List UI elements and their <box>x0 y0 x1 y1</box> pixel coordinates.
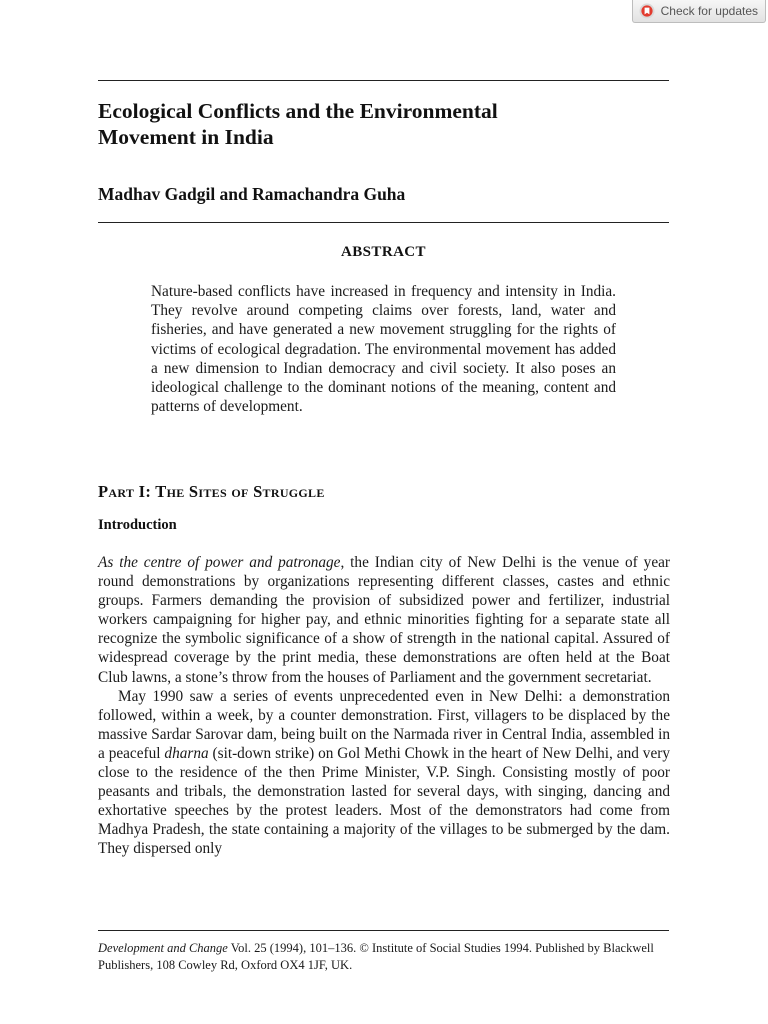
article-title <box>98 98 669 150</box>
footnote-citation <box>98 940 670 974</box>
footnote-rule <box>98 930 669 931</box>
part-heading: Part I: The Sites of Struggle <box>98 482 325 501</box>
footnote-citation-text: Vol. 25 (1994), 101–136. © Institute of Social Studies 1994. Published by Blackwell Publishers, 108 Cowley Rd, Oxford OX4 1JF, UK. <box>98 941 654 972</box>
body-text <box>98 553 670 859</box>
body-paragraph-1 <box>98 553 670 687</box>
article-title-line-2: Movement in India <box>98 125 274 149</box>
crossmark-icon <box>639 3 655 19</box>
header-rule <box>98 222 669 223</box>
body-paragraph-1-italic: As the centre of power and patronage <box>98 554 341 571</box>
check-for-updates-button[interactable] <box>632 0 766 23</box>
abstract-heading: ABSTRACT <box>341 244 426 260</box>
footnote-journal: Development and Change <box>98 941 228 955</box>
article-authors: Madhav Gadgil and Ramachandra Guha <box>98 184 406 204</box>
body-paragraph-2 <box>98 687 670 859</box>
section-heading: Introduction <box>98 517 177 533</box>
body-paragraph-2-italic: dharna <box>164 744 209 762</box>
check-for-updates-label: Check for updates <box>660 4 758 18</box>
body-paragraph-1-text: , the Indian city of New Delhi is the venue of year round demonstrations by organizations representing different classes, castes and ethnic groups. Farmers demanding the provision of subsidized power and fertilizer, industrial workers campaigning for higher pay, and ethnic minorities fighting for a separate state all recognize the symbolic significance of a show of strength in the national capital. Assured of widespread coverage by the print media, these demonstrations are often held at the Boat Club lawns, a stone’s throw from the houses of Parliament and the government secretariat. <box>98 554 670 686</box>
body-paragraph-2-text-a: May 1990 saw a series of events unprecedented even in New Delhi: a demonstration followed, within a week, by a counter demonstration. First, villagers to be displaced by the massive Sardar Sarovar dam, being built on the Narmada river in Central India, assembled in a peaceful <box>98 687 670 762</box>
article-title-line-1: Ecological Conflicts and the Environmental <box>98 99 498 123</box>
body-paragraph-2-text-b: (sit-down strike) on Gol Methi Chowk in the heart of New Delhi, and very close to the residence of the then Prime Minister, V.P. Singh. Consisting mostly of poor peasants and tribals, the demonstration lasted for several days, with singing, dancing and exhortative speeches by the protest leaders. Most of the demonstrators had come from Madhya Pradesh, the state containing a majority of the villages to be submerged by the dam. They dispersed only <box>98 744 670 858</box>
abstract-text: Nature-based conflicts have increased in frequency and intensity in India. They revolve around competing claims over forests, land, water and fisheries, and have generated a new movement struggling for the rights of victims of ecological degradation. The environmental movement has added a new dimension to Indian democracy and civil society. It also poses an ideological challenge to the dominant notions of the meaning, content and patterns of development. <box>151 283 616 416</box>
top-rule <box>98 80 669 81</box>
